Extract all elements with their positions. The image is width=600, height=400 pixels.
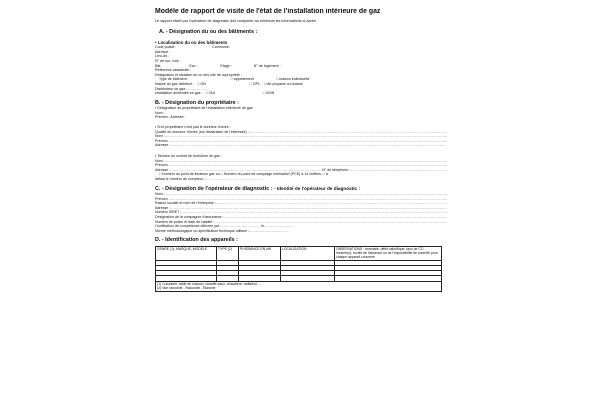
holder-name-line: Nom : ..... bbox=[155, 159, 447, 164]
company-line: Raison sociale et nom de l'entreprise : ..... bbox=[155, 201, 447, 206]
building-type-line: Type de bâtiment : □ appartement □ maison individuelle bbox=[159, 77, 310, 82]
owner-designation: • Désignation du propriétaire de l'installation intérieure de gaz bbox=[155, 106, 253, 111]
non-checkbox[interactable]: □ NON bbox=[263, 91, 275, 96]
air-propane-checkbox[interactable]: □ Air propané ou butané bbox=[264, 81, 303, 86]
client-name-line: Nom : ..... bbox=[155, 134, 447, 139]
client-firstname-line: Prénom : ..... bbox=[155, 139, 447, 144]
insurance-line: Désignation de la compagnie d'assurance : ..... bbox=[155, 215, 447, 220]
owner-firstname-address-line: Prénom.. Adresse: bbox=[155, 115, 185, 120]
column-header: TYPE (2) bbox=[217, 246, 239, 260]
column-header: GENRE (1), MARQUE, MODELE bbox=[156, 246, 217, 260]
gn-checkbox[interactable]: □ GN bbox=[197, 81, 206, 86]
operator-name-line: Nom : ..... bbox=[155, 192, 447, 197]
street-line: N° de rue, voie : bbox=[155, 58, 181, 63]
policy-line: Numéro de police et date de validité : ..... bbox=[155, 220, 447, 225]
appliances-table bbox=[155, 246, 442, 292]
table-footnotes bbox=[156, 281, 442, 291]
column-header: PUISSANCE EN kW bbox=[239, 246, 281, 260]
oui-checkbox[interactable]: □ OUI bbox=[205, 91, 216, 96]
section-b-heading: B. - Désignation du propriétaire : bbox=[155, 99, 239, 106]
lots-line: Désignation et situation du ou des lots de copropriété : bbox=[155, 72, 242, 77]
distributor-line: Distributeur de gaz : ..... bbox=[155, 87, 447, 92]
document-title: Modèle de rapport de visite de l'état de l'installation intérieure de gaz bbox=[155, 8, 381, 15]
address-line: Adresse : bbox=[155, 49, 171, 54]
postal-commune-line: Code postal : Commune: bbox=[155, 45, 230, 50]
table-footnote-row bbox=[156, 281, 442, 291]
operator-address-line: Adresse : ..... bbox=[155, 206, 447, 211]
section-a-subheading: • Localisation du ou des bâtiments bbox=[155, 40, 228, 45]
section-c-heading: C. - Désignation de l'opérateur de diagnostic : - Identité de l'opérateur de diagnostic : bbox=[155, 185, 361, 192]
building-line: Bât. Esc. : Etage : N° de logement : bbox=[155, 63, 281, 68]
holder-firstname-line: Prénom : ..... bbox=[155, 163, 447, 168]
column-header: OBSERVATIONS : anomalie, débit calorifique, taux de CO mesuré(s), motifs de l'absence ou de l'impossibilité de contrôle pour chaque appareil concerné bbox=[335, 246, 442, 260]
footnote-type: (2) Non raccordé - Raccordé - Etanche bbox=[157, 286, 216, 291]
column-header: LOCALISATION bbox=[281, 246, 335, 260]
gas-supplied-line: Installation alimentée en gaz : □ OUI □ NON bbox=[155, 91, 275, 96]
gas-type-line: Nature du gaz distribué : □ GN □ GPL □ Air propané ou butané bbox=[155, 81, 303, 86]
appartement-checkbox[interactable]: □ appartement bbox=[230, 77, 254, 82]
owner-name-line: Nom : bbox=[155, 110, 165, 115]
siret-line: Numéro SIRET : ..... bbox=[155, 210, 447, 215]
gpl-checkbox[interactable]: □ GPL bbox=[249, 81, 261, 86]
section-a-heading: A. - Désignation du ou des bâtiments : bbox=[159, 28, 258, 35]
meter-number-line: défaut le numéro de compteur : ..... bbox=[155, 177, 447, 182]
certification-line: Certification de compétence délivrée par : ..... , le ..... bbox=[155, 224, 447, 229]
client-address-line: Adresse : ..... bbox=[155, 143, 447, 148]
client-quality-line: Qualité du donneur d'ordre (sur déclaration de l'intéressé) : ..... bbox=[155, 130, 447, 135]
delivery-point-line: □ Numéro du point de livraison gaz ou □ Numéro du point de comptage estimation (PCE) à 14 chiffres, □ à bbox=[159, 172, 329, 177]
operator-firstname-line: Prénom : ..... bbox=[155, 197, 447, 202]
cadastre-line: Référence cadastrale : bbox=[155, 68, 192, 73]
document-page bbox=[155, 8, 447, 398]
lieu-dit-line: Lieu-dit : bbox=[155, 54, 169, 59]
table-header-row bbox=[156, 246, 442, 260]
client-note: • Si le propriétaire n'est pas le donneur d'ordre : bbox=[155, 125, 231, 130]
footnote-genre: (1) Cuisinière, table de cuisson, chauffe-eaux, chaudière, radiateur, ... bbox=[157, 282, 262, 287]
norm-line: Norme méthodologique ou spécification technique utilisée : ..... bbox=[155, 229, 447, 234]
contract-holder-title: • Titulaire du contrat de fourniture de gaz : bbox=[155, 153, 222, 158]
intro-text: Le rapport établi par l'opérateur de diagnostic doit comporter au minimum les informations ci-après. bbox=[155, 19, 317, 23]
section-d-heading: D. - Identification des appareils : bbox=[155, 237, 238, 244]
holder-address-line: Adresse : ..... N° de téléphone : ..... bbox=[155, 168, 447, 173]
maison-checkbox[interactable]: □ maison individuelle bbox=[275, 77, 310, 82]
